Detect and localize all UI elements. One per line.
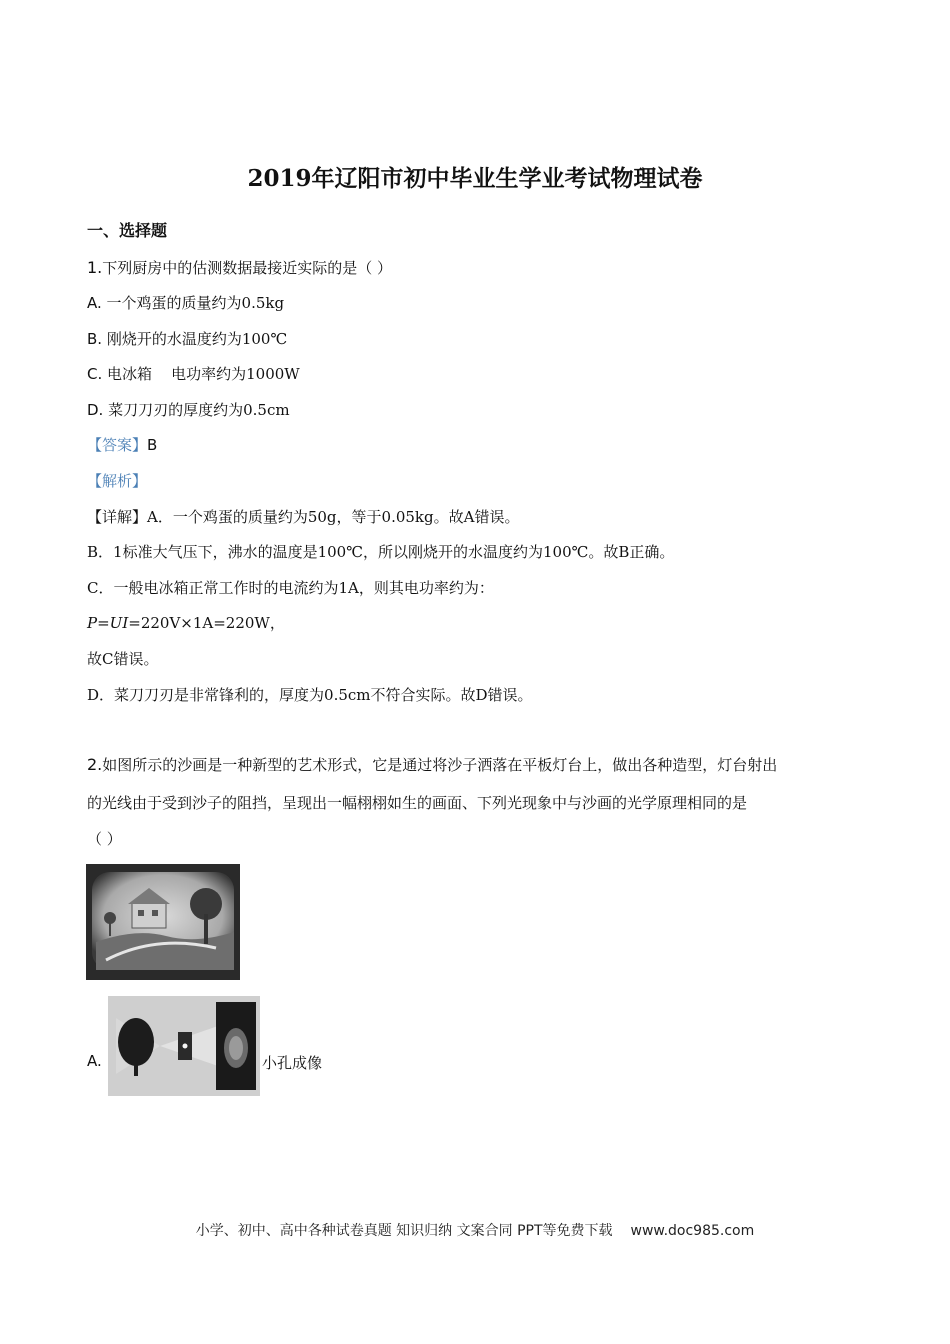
detail-line-1 bbox=[87, 506, 519, 527]
detail-tag: 【详解】 bbox=[87, 508, 148, 526]
analysis-line bbox=[87, 470, 147, 491]
option-d bbox=[87, 399, 290, 420]
formula-p: P bbox=[87, 614, 98, 632]
detail-line-5: 故C错误。 bbox=[87, 650, 159, 668]
answer-line bbox=[87, 434, 157, 455]
q2-option-a-text: 小孔成像 bbox=[262, 1054, 323, 1072]
option-c bbox=[87, 363, 300, 384]
footer-link[interactable]: www.doc985.com bbox=[630, 1223, 755, 1239]
question-2-line-1 bbox=[87, 754, 777, 775]
formula-line bbox=[87, 612, 285, 633]
option-text: 刚烧开的水温度约为100℃ bbox=[106, 330, 288, 348]
footer-text: 小学、初中、高中各种试卷真题 知识归纳 文案合同 PPT等免费下载 bbox=[195, 1223, 613, 1239]
detail-line-2: B．1标准大气压下，沸水的温度是100℃，所以刚烧开的水温度约为100℃。故B正确。 bbox=[87, 543, 675, 561]
option-text: 菜刀刀刃的厚度约为0.5cm bbox=[108, 401, 290, 419]
sand-painting-image bbox=[86, 864, 240, 980]
answer-tag: 【答案】 bbox=[87, 436, 148, 454]
question-2-line-2: 的光线由于受到沙子的阻挡，呈现出一幅栩栩如生的画面、下列光现象中与沙画的光学原理相同的是 bbox=[87, 794, 748, 812]
pinhole-image bbox=[108, 996, 260, 1096]
option-a bbox=[87, 292, 284, 313]
option-label: B. bbox=[87, 330, 103, 348]
answer-value: B bbox=[147, 436, 158, 454]
question-1 bbox=[87, 257, 392, 278]
detail-text: A．一个鸡蛋的质量约为50g，等于0.05kg。故A错误。 bbox=[147, 508, 520, 526]
formula-rest: =220V×1A=220W， bbox=[128, 614, 285, 632]
option-text: 一个鸡蛋的质量约为0.5kg bbox=[106, 294, 285, 312]
formula-ui: UI bbox=[109, 614, 129, 632]
question-2-line-3: （ ） bbox=[87, 830, 122, 848]
option-label: C. bbox=[87, 365, 103, 383]
formula-eq: = bbox=[97, 614, 110, 632]
detail-line-6: D．菜刀刀刃是非常锋利的，厚度为0.5cm不符合实际。故D错误。 bbox=[87, 686, 533, 704]
section-heading: 一、选择题 bbox=[87, 221, 168, 240]
q2-option-a-label: A. bbox=[87, 1052, 102, 1070]
page-title: 2019年辽阳市初中毕业生学业考试物理试卷 bbox=[247, 165, 703, 192]
option-b bbox=[87, 328, 287, 349]
option-text: 电冰箱 电功率约为1000W bbox=[107, 365, 300, 383]
question-stem: 下列厨房中的估测数据最接近实际的是（ ） bbox=[102, 259, 393, 277]
page-footer bbox=[0, 1220, 950, 1240]
question-stem: 如图所示的沙画是一种新型的艺术形式，它是通过将沙子洒落在平板灯台上，做出各种造型，灯台射出 bbox=[102, 756, 778, 774]
analysis-tag: 【解析】 bbox=[87, 472, 148, 490]
option-label: A. bbox=[87, 294, 102, 312]
question-number: 1. bbox=[87, 258, 103, 277]
option-label: D. bbox=[87, 401, 104, 419]
detail-line-3: C．一般电冰箱正常工作时的电流约为1A，则其电功率约为： bbox=[87, 579, 494, 597]
question-number: 2. bbox=[87, 755, 103, 774]
